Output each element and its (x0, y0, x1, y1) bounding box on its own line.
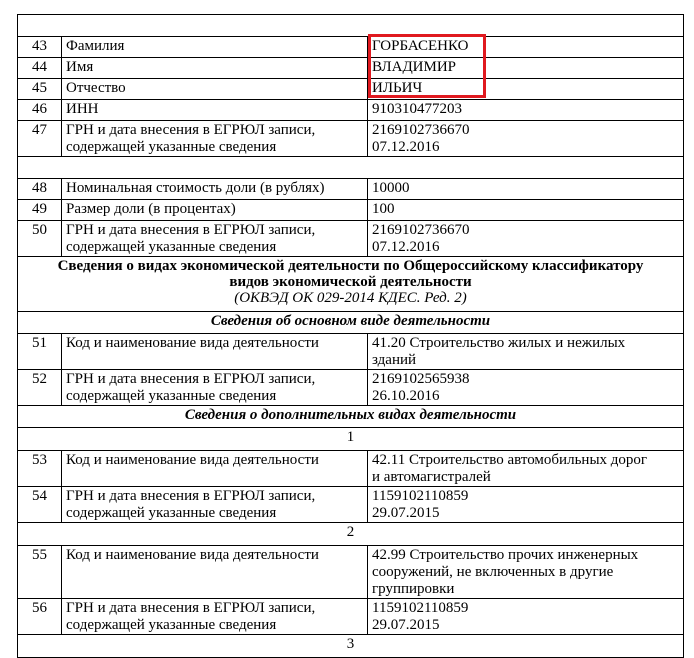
table-row-surname (18, 37, 684, 58)
row-number: 51 (18, 334, 62, 370)
field-name: ИНН (62, 100, 368, 121)
section-subtitle: (ОКВЭД ОК 029-2014 КДЕС. Ред. 2) (234, 290, 467, 306)
field-name: Номинальная стоимость доли (в рублях) (62, 179, 368, 200)
field-name: Код и наименование вида деятельности (62, 546, 368, 599)
field-name-line: содержащей указанные сведения (66, 388, 277, 404)
field-value-inn: 910310477203 (368, 100, 684, 121)
field-value: 10000 (368, 179, 684, 200)
field-value (368, 370, 684, 406)
table-row-grn (18, 370, 684, 406)
field-value (368, 121, 684, 157)
field-value-surname: ГОРБАСЕНКО (368, 37, 684, 58)
grn-date: 26.10.2016 (372, 388, 440, 404)
table-row-grn (18, 221, 684, 257)
field-name (62, 121, 368, 157)
row-number: 48 (18, 179, 62, 200)
grn-date: 07.12.2016 (372, 139, 440, 155)
grn-date: 29.07.2015 (372, 617, 440, 633)
group-index-row (18, 523, 684, 546)
grn-date: 29.07.2015 (372, 505, 440, 521)
field-value-patronymic: ИЛЬИЧ (368, 79, 684, 100)
field-value (368, 451, 684, 487)
field-name-line: ГРН и дата внесения в ЕГРЮЛ записи, (66, 488, 316, 504)
grn-number: 2169102736670 (372, 122, 470, 138)
field-name: Код и наименование вида деятельности (62, 451, 368, 487)
field-name (62, 370, 368, 406)
field-value: 100 (368, 200, 684, 221)
field-value (368, 487, 684, 523)
field-name-line: содержащей указанные сведения (66, 617, 277, 633)
empty-row (18, 157, 684, 179)
activity-line: 42.11 Строительство автомобильных дорог (372, 452, 648, 468)
table-row-patronymic (18, 79, 684, 100)
section-header-okved (18, 257, 684, 312)
grn-number: 1159102110859 (372, 600, 469, 616)
row-number: 50 (18, 221, 62, 257)
empty-row (18, 15, 684, 37)
activity-line: 42.99 Строительство прочих инженерных (372, 547, 639, 563)
grn-number: 2169102736670 (372, 222, 470, 238)
subsection-header-main-activity (18, 312, 684, 334)
row-number: 52 (18, 370, 62, 406)
field-name-line: содержащей указанные сведения (66, 139, 277, 155)
field-name (62, 221, 368, 257)
field-name (62, 487, 368, 523)
table-row-nominal-value (18, 179, 684, 200)
field-value (368, 599, 684, 635)
grn-number: 1159102110859 (372, 488, 469, 504)
activity-line: 41.20 Строительство жилых и нежилых (372, 335, 626, 351)
field-value-first-name: ВЛАДИМИР (368, 58, 684, 79)
table-row-share-size (18, 200, 684, 221)
field-name-line: ГРН и дата внесения в ЕГРЮЛ записи, (66, 600, 316, 616)
field-value (368, 334, 684, 370)
table-row-inn (18, 100, 684, 121)
row-number: 45 (18, 79, 62, 100)
field-name-line: содержащей указанные сведения (66, 239, 277, 255)
field-value (368, 221, 684, 257)
field-name: Фамилия (62, 37, 368, 58)
table-row-grn (18, 487, 684, 523)
table-row-activity (18, 334, 684, 370)
field-name: Код и наименование вида деятельности (62, 334, 368, 370)
row-number: 55 (18, 546, 62, 599)
section-title-line: Сведения о видах экономической деятельности по Общероссийскому классификатору (57, 258, 644, 274)
row-number: 47 (18, 121, 62, 157)
activity-line: зданий (372, 352, 417, 368)
field-name-line: ГРН и дата внесения в ЕГРЮЛ записи, (66, 371, 316, 387)
activity-line: группировки (372, 581, 455, 597)
activity-line: и автомагистралей (372, 469, 491, 485)
row-number: 44 (18, 58, 62, 79)
group-index-row (18, 635, 684, 658)
table-row-grn (18, 121, 684, 157)
group-index: 3 (18, 635, 684, 658)
grn-date: 07.12.2016 (372, 239, 440, 255)
field-name: Размер доли (в процентах) (62, 200, 368, 221)
group-index: 2 (18, 523, 684, 546)
subsection-header-additional-activity (18, 406, 684, 428)
table-row-first-name (18, 58, 684, 79)
field-value (368, 546, 684, 599)
row-number: 49 (18, 200, 62, 221)
field-name-line: ГРН и дата внесения в ЕГРЮЛ записи, (66, 122, 316, 138)
field-name-line: ГРН и дата внесения в ЕГРЮЛ записи, (66, 222, 316, 238)
row-number: 46 (18, 100, 62, 121)
section-title-line: видов экономической деятельности (229, 274, 472, 290)
activity-line: сооружений, не включенных в другие (372, 564, 614, 580)
grn-number: 2169102565938 (372, 371, 470, 387)
subsection-title: Сведения о дополнительных видах деятельности (18, 406, 684, 428)
group-index-row (18, 428, 684, 451)
row-number: 53 (18, 451, 62, 487)
egrul-extract-table (17, 14, 684, 658)
table-row-activity (18, 546, 684, 599)
field-name-line: содержащей указанные сведения (66, 505, 277, 521)
row-number: 43 (18, 37, 62, 58)
field-name: Имя (62, 58, 368, 79)
row-number: 56 (18, 599, 62, 635)
subsection-title: Сведения об основном виде деятельности (18, 312, 684, 334)
row-number: 54 (18, 487, 62, 523)
table-row-activity (18, 451, 684, 487)
group-index: 1 (18, 428, 684, 451)
field-name: Отчество (62, 79, 368, 100)
table-row-grn (18, 599, 684, 635)
field-name (62, 599, 368, 635)
